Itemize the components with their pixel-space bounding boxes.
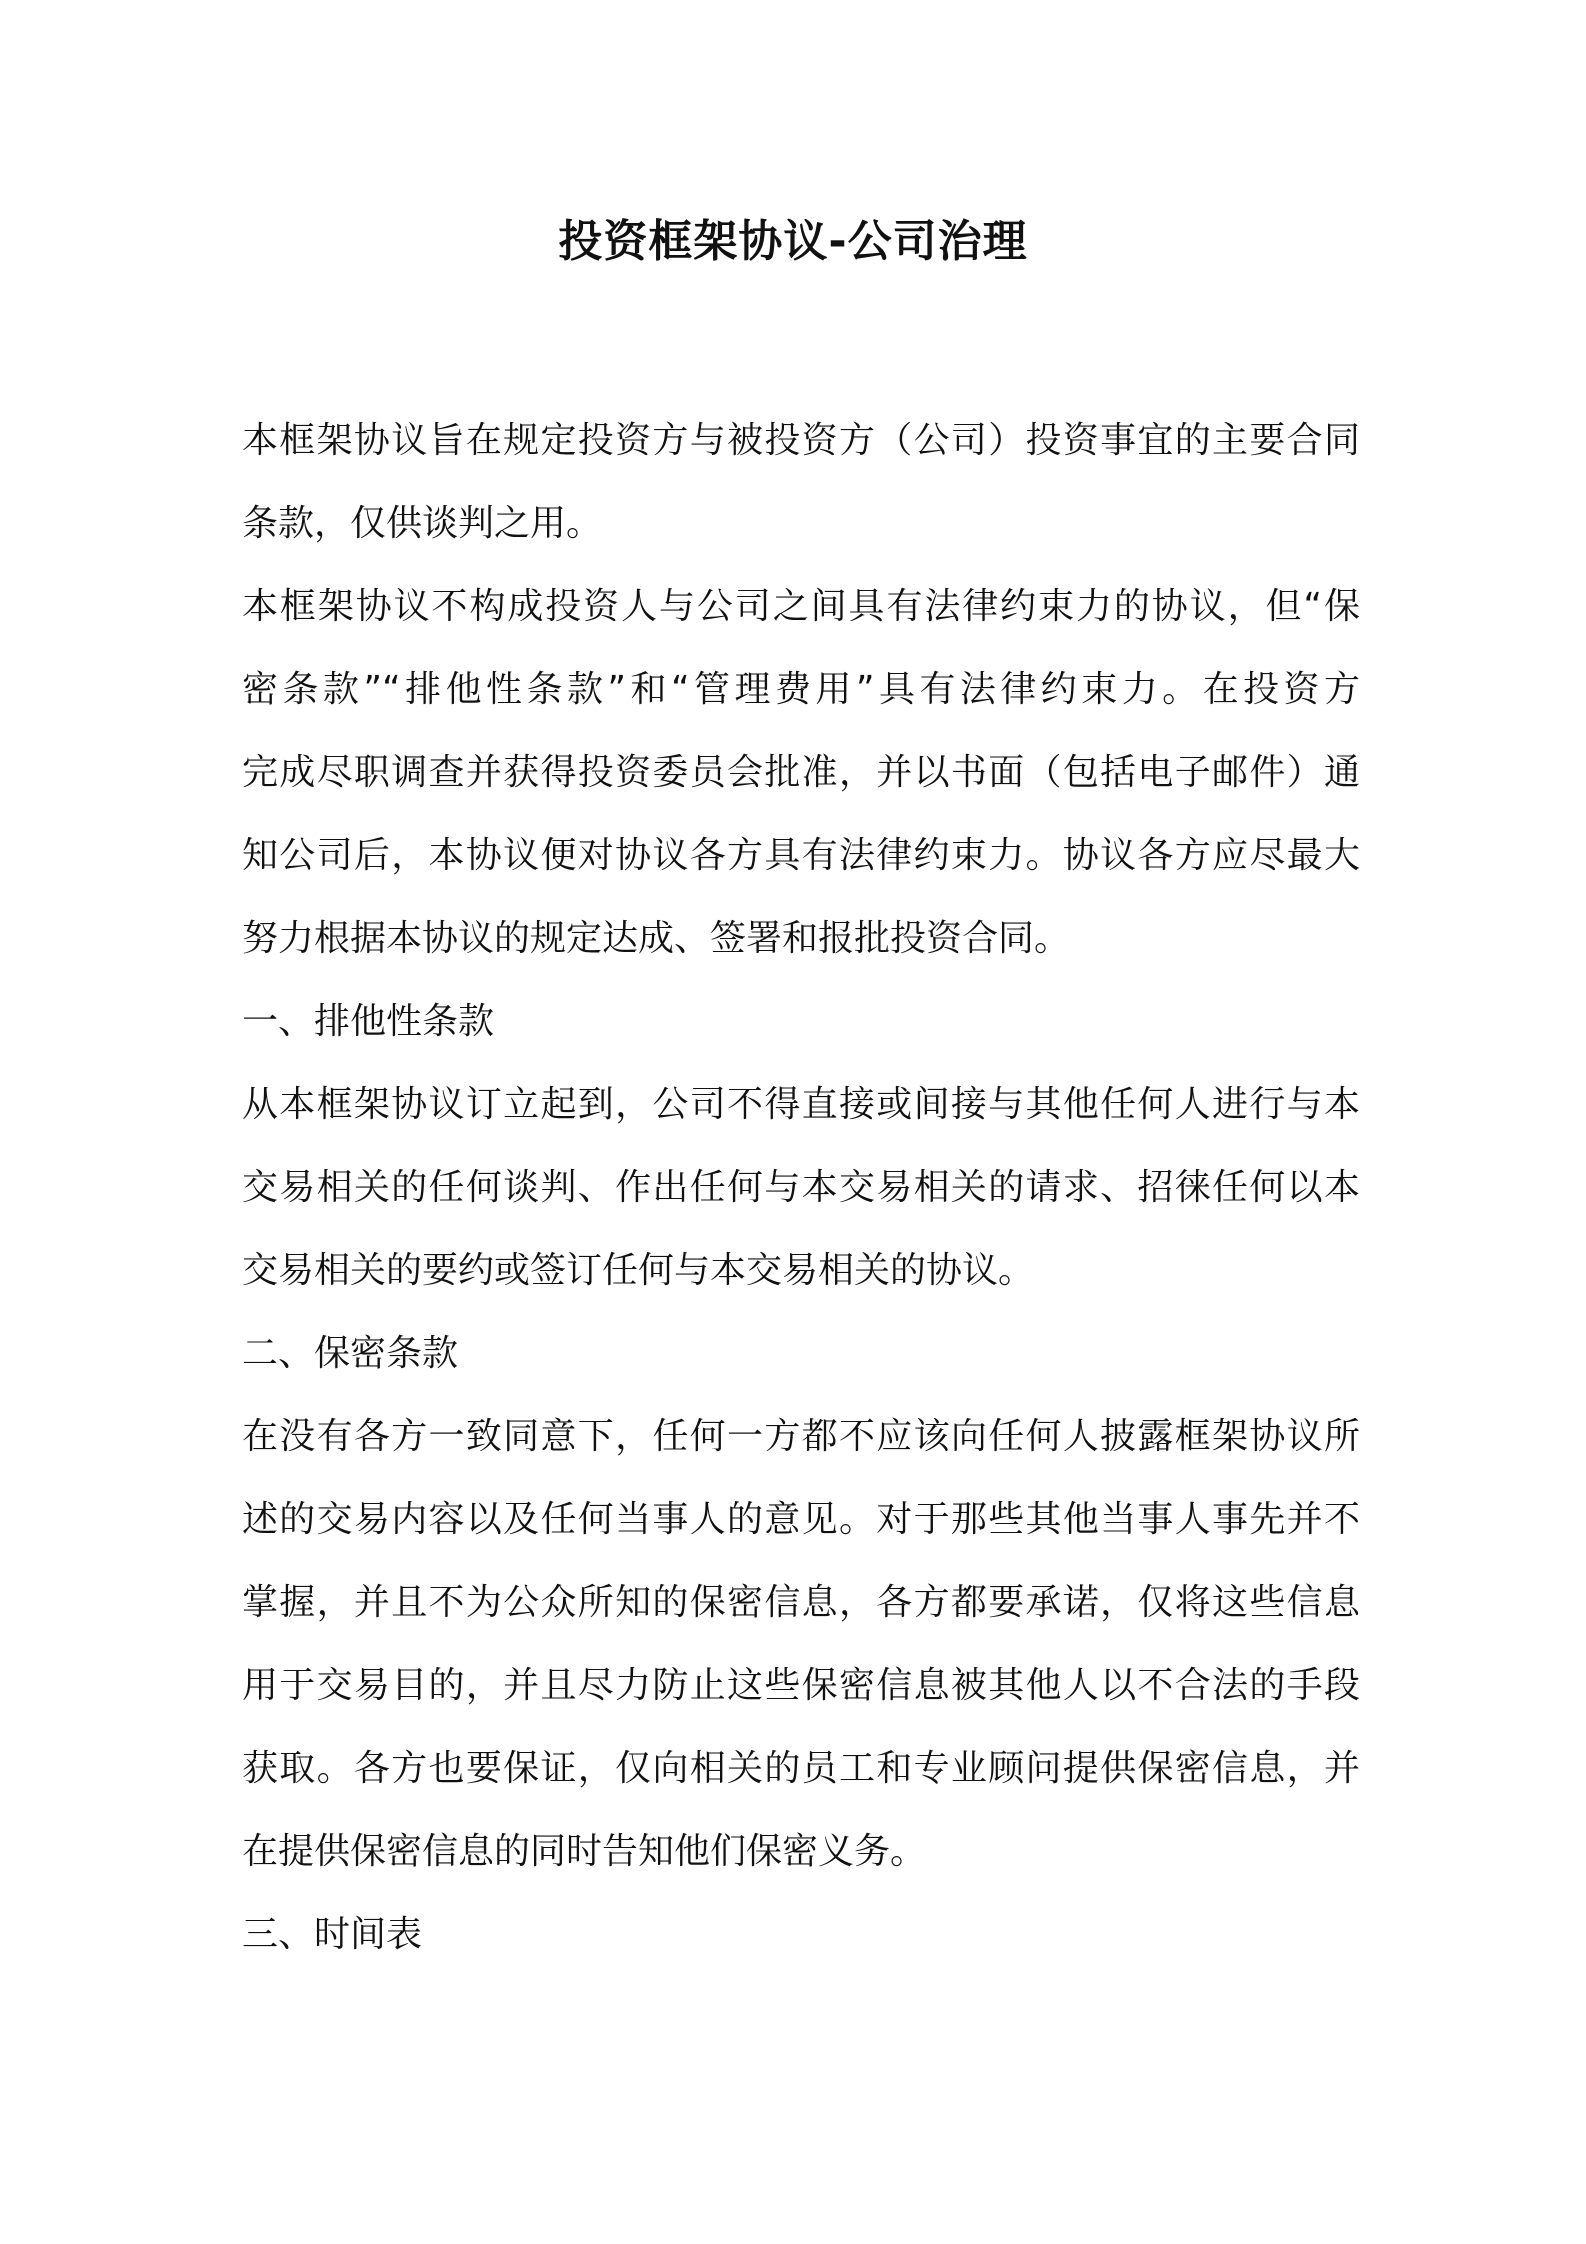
- section-heading-timeline: 三、时间表: [242, 1914, 423, 1955]
- body-line: 述的交易内容以及任何当事人的意见。对于那些其他当事人事先并不: [242, 1499, 1360, 1540]
- body-line: 本框架协议旨在规定投资方与被投资方（公司）投资事宜的主要合同: [242, 420, 1360, 461]
- body-line: 交易相关的任何谈判、作出任何与本交易相关的请求、招徕任何以本: [242, 1167, 1360, 1208]
- body-line: 在提供保密信息的同时告知他们保密义务。: [242, 1831, 927, 1872]
- body-line: 完成尽职调查并获得投资委员会批准，并以书面（包括电子邮件）通: [242, 752, 1360, 793]
- document-title: 投资框架协议-公司治理: [558, 216, 1028, 267]
- body-line: 获取。各方也要保证，仅向相关的员工和专业顾问提供保密信息，并: [242, 1748, 1360, 1789]
- body-line: 掌握，并且不为公众所知的保密信息，各方都要承诺，仅将这些信息: [242, 1582, 1360, 1623]
- body-line: 本框架协议不构成投资人与公司之间具有法律约束力的协议，但“保: [242, 586, 1360, 627]
- body-line: 从本框架协议订立起到，公司不得直接或间接与其他任何人进行与本: [242, 1084, 1360, 1125]
- body-line: 知公司后，本协议便对协议各方具有法律约束力。协议各方应尽最大: [242, 835, 1360, 876]
- body-line: 交易相关的要约或签订任何与本交易相关的协议。: [242, 1250, 1035, 1291]
- body-line: 密条款”“排他性条款”和“管理费用”具有法律约束力。在投资方: [242, 669, 1360, 710]
- document-body: [242, 399, 1360, 1976]
- body-line: 在没有各方一致同意下，任何一方都不应该向任何人披露框架协议所: [242, 1416, 1360, 1457]
- body-line: 努力根据本协议的规定达成、签署和报批投资合同。: [242, 918, 1071, 959]
- body-line: 条款，仅供谈判之用。: [242, 503, 603, 544]
- section-heading-exclusivity: 一、排他性条款: [242, 1001, 495, 1042]
- body-line: 用于交易目的，并且尽力防止这些保密信息被其他人以不合法的手段: [242, 1665, 1360, 1706]
- section-heading-confidentiality: 二、保密条款: [242, 1333, 459, 1374]
